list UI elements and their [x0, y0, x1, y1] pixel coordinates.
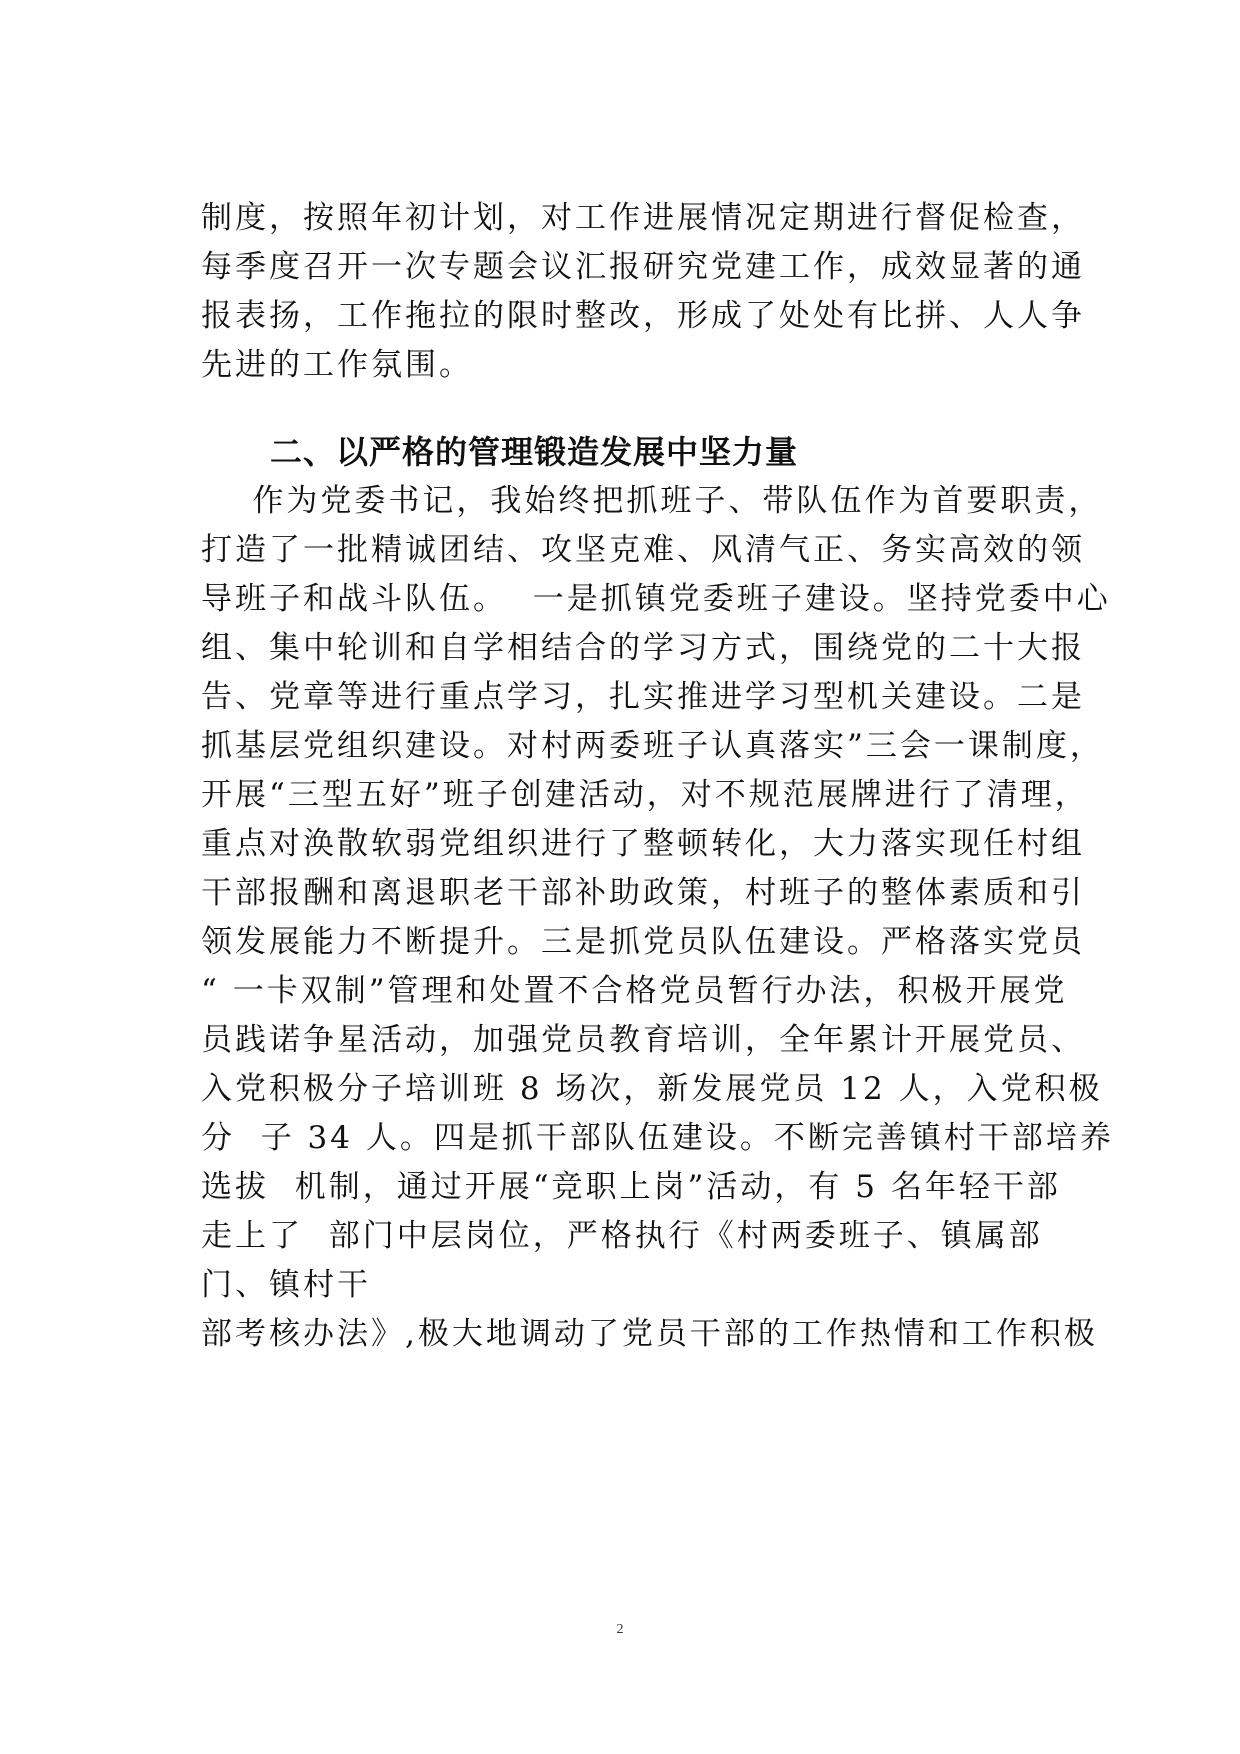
paragraph-line: 走上了 部门中层岗位，严格执行《村两委班子、镇属部: [201, 1218, 1043, 1254]
paragraph-line: 每季度召开一次专题会议汇报研究党建工作，成效显著的通: [201, 249, 1085, 285]
section-heading: 二、以严格的管理锻造发展中坚力量: [270, 433, 799, 471]
paragraph-line: 重点对涣散软弱党组织进行了整顿转化，大力落实现任村组: [201, 826, 1085, 862]
paragraph-line: 抓基层党组织建设。对村两委班子认真落实”三会一课制度，: [201, 728, 1104, 764]
paragraph-line: 分 子 34 人。四是抓干部队伍建设。不断完善镇村干部培养: [201, 1120, 1114, 1156]
paragraph-line: 告、党章等进行重点学习，扎实推进学习型机关建设。二是: [201, 679, 1085, 715]
paragraph-line: 开展“三型五好”班子创建活动，对不规范展牌进行了清理，: [201, 777, 1089, 813]
paragraph-line: 组、集中轮训和自学相结合的学习方式，围绕党的二十大报: [201, 630, 1085, 666]
paragraph-line: 入党积极分子培训班 8 场次，新发展党员 12 人，入党积极: [201, 1071, 1103, 1107]
paragraph-line: 领发展能力不断提升。三是抓党员队伍建设。严格落实党员: [201, 924, 1085, 960]
paragraph-line: 导班子和战斗队伍。 一是抓镇党委班子建设。坚持党委中心: [201, 581, 1111, 617]
paragraph-line: 选拔 机制，通过开展“竞职上岗”活动，有 5 名年轻干部: [201, 1169, 1061, 1205]
paragraph-line: 报表扬，工作拖拉的限时整改，形成了处处有比拼、人人争: [201, 298, 1085, 334]
paragraph-line: 干部报酬和离退职老干部补助政策，村班子的整体素质和引: [201, 875, 1085, 911]
paragraph-line: 部考核办法》,极大地调动了党员干部的工作热情和工作积极: [201, 1316, 1098, 1352]
paragraph-line: 门、镇村干: [201, 1267, 371, 1303]
paragraph-line: 员践诺争星活动，加强党员教育培训，全年累计开展党员、: [201, 1022, 1085, 1058]
paragraph-line: 先进的工作氛围。: [201, 347, 473, 383]
paragraph-line: “ 一卡双制”管理和处置不合格党员暂行办法，积极开展党: [201, 973, 1068, 1009]
paragraph-line: 打造了一批精诚团结、攻坚克难、风清气正、务实高效的领: [201, 532, 1085, 568]
paragraph-line: 作为党委书记，我始终把抓班子、带队伍作为首要职责，: [201, 483, 1103, 519]
page-number: 2: [616, 1622, 624, 1637]
paragraph-line: 制度，按照年初计划，对工作进展情况定期进行督促检查，: [201, 200, 1085, 236]
